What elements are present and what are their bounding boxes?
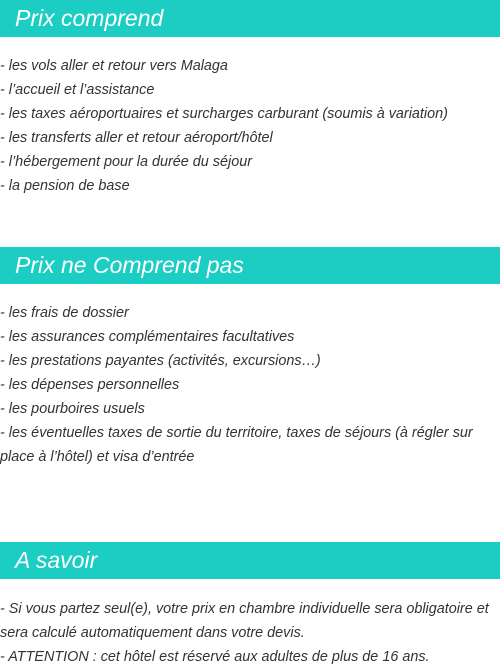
section-prix-comprend	[0, 0, 500, 198]
excluded-list	[0, 301, 500, 469]
included-list	[0, 54, 500, 198]
list-item: - les pourboires usuels	[0, 401, 145, 417]
list-item: - les taxes aéroportuaires et surcharges carburant (soumis à variation)	[0, 106, 448, 122]
list-item: - la pension de base	[0, 178, 130, 194]
list-item: - les éventuelles taxes de sortie du territoire, taxes de séjours (à régler sur place à l’hôtel) et visa d’entrée	[0, 425, 473, 465]
list-item: - les frais de dossier	[0, 305, 129, 321]
list-item: - l’accueil et l’assistance	[0, 82, 155, 98]
list-item: - les dépenses personnelles	[0, 377, 180, 393]
list-item: - les prestations payantes (activités, excursions…)	[0, 353, 321, 369]
section-prix-ne-comprend-pas	[0, 247, 500, 469]
list-item: - les assurances complémentaires facultatives	[0, 329, 295, 345]
list-item: - les vols aller et retour vers Malaga	[0, 58, 228, 74]
list-item: - ATTENTION : cet hôtel est réservé aux adultes de plus de 16 ans.	[0, 649, 430, 665]
section-title: Prix ne Comprend pas	[0, 247, 500, 284]
list-item: - l’hébergement pour la durée du séjour	[0, 154, 252, 170]
section-a-savoir	[0, 542, 500, 669]
section-title: Prix comprend	[0, 0, 500, 37]
info-list	[0, 597, 500, 669]
list-item: - les transferts aller et retour aéroport/hôtel	[0, 130, 273, 146]
list-item: - Si vous partez seul(e), votre prix en chambre individuelle sera obligatoire et sera calculé automatiquement dans votre devis.	[0, 601, 489, 641]
section-title: A savoir	[0, 542, 500, 579]
